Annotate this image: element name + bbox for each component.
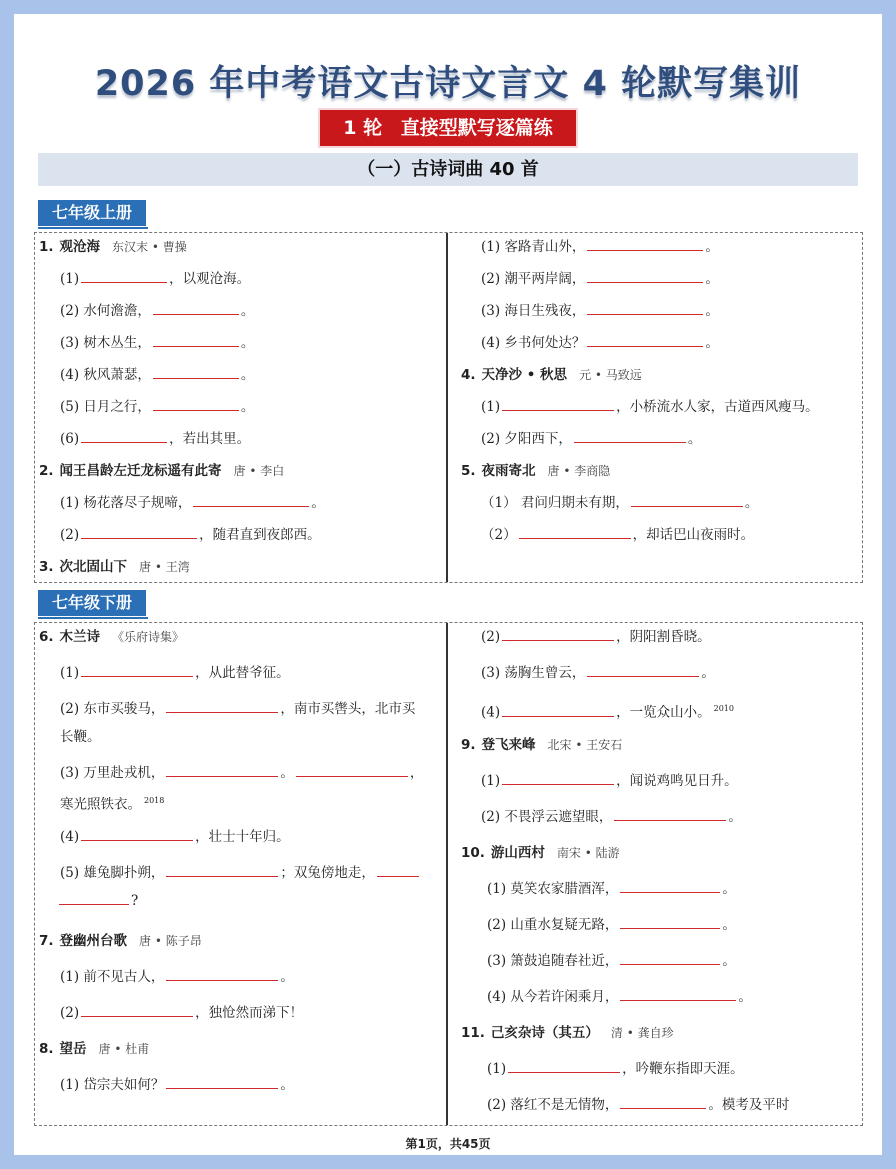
answer-blank[interactable]: [153, 398, 239, 411]
line-text: 。: [280, 765, 294, 781]
question-line: [60, 270, 250, 288]
line-text: (1) 杨花落尽子规啼，: [60, 495, 192, 511]
question-line-continued: [60, 728, 101, 746]
line-text: 。: [722, 881, 736, 897]
question-line: [481, 664, 715, 682]
answer-blank[interactable]: [81, 430, 167, 443]
line-text: (4) 秋风萧瑟，: [60, 367, 151, 383]
line-text: 。: [705, 271, 719, 287]
poem-number: 6.: [39, 629, 54, 645]
grade-7a-box: [34, 232, 863, 583]
answer-blank[interactable]: [81, 526, 197, 539]
line-text: (1) 客路青山外，: [481, 239, 586, 255]
line-text: (1) 莫笑农家腊酒浑，: [487, 881, 619, 897]
question-line: [60, 366, 254, 384]
line-text: (4) 乡书何处达？: [481, 335, 586, 351]
line-text: ，: [409, 765, 424, 781]
grade-7b-box: [34, 622, 863, 1126]
line-text: 。: [240, 367, 255, 383]
line-text: (4): [481, 704, 501, 721]
line-text: (1) 岱宗夫如何？: [60, 1077, 165, 1093]
line-text: ，壮士十年归。: [195, 829, 290, 845]
line-text: ，一览众山小。: [616, 704, 711, 721]
line-text: ，独怆然而涕下！: [195, 1005, 304, 1021]
answer-blank[interactable]: [502, 398, 614, 411]
question-line: [487, 988, 752, 1006]
answer-blank[interactable]: [153, 302, 239, 315]
answer-blank[interactable]: [166, 1076, 278, 1089]
question-line: [60, 764, 423, 782]
line-text: ，吟鞭东指即天涯。: [622, 1061, 744, 1077]
question-line: [60, 828, 290, 846]
line-text: ，南市买辔头，北市买: [280, 701, 416, 717]
answer-blank[interactable]: [631, 494, 743, 507]
poem-heading: [39, 932, 202, 950]
line-text: (2) 落红不是无情物，: [487, 1097, 619, 1113]
page-footer: 第1页，共45页: [405, 1137, 491, 1151]
poem-author: 《乐府诗集》: [112, 630, 185, 644]
line-text: ；双兔傍地走，: [280, 865, 375, 881]
poem-number: 10.: [461, 845, 485, 861]
poem-number: 7.: [39, 933, 54, 949]
poem-title: 夜雨寄北: [481, 463, 536, 479]
round-number: 1 轮: [343, 117, 383, 139]
line-text: 寒光照铁衣。: [60, 796, 141, 813]
answer-blank[interactable]: [502, 628, 614, 641]
question-line-continued: [57, 892, 138, 910]
line-text: (3) 万里赴戎机，: [60, 765, 165, 781]
answer-blank[interactable]: [296, 764, 408, 777]
poem-heading: [39, 238, 187, 256]
poem-title: 闻王昌龄左迁龙标遥有此寄: [59, 463, 222, 479]
line-text: 。: [722, 917, 736, 933]
line-text: ，从此替爷征。: [195, 665, 290, 681]
question-line: [481, 302, 719, 320]
question-line: [487, 1096, 789, 1114]
poem-author: 东汉末 • 曹操: [112, 240, 187, 254]
line-text: (3) 海日生残夜，: [481, 303, 586, 319]
answer-blank[interactable]: [574, 430, 686, 443]
answer-blank[interactable]: [502, 704, 614, 717]
answer-blank[interactable]: [502, 772, 614, 785]
answer-blank[interactable]: [587, 664, 699, 677]
line-text: (3) 荡胸生曾云，: [481, 665, 586, 681]
answer-blank[interactable]: [81, 270, 167, 283]
line-text: 。: [280, 1077, 294, 1093]
poem-number: 5.: [461, 463, 476, 479]
poem-author: 北宋 • 王安石: [547, 738, 623, 752]
poem-title: 登幽州台歌: [59, 933, 128, 949]
poem-heading: [461, 844, 620, 862]
answer-blank[interactable]: [81, 664, 193, 677]
line-text: (3) 树木丛生，: [60, 335, 151, 351]
poem-number: 4.: [461, 367, 476, 383]
section-heading: （一）古诗词曲 40 首: [38, 153, 858, 186]
line-text: （1） 君问归期未有期，: [481, 495, 629, 511]
line-text: 。: [240, 303, 255, 319]
poem-number: 9.: [461, 737, 476, 753]
answer-blank[interactable]: [620, 988, 736, 1001]
question-line: [487, 916, 736, 934]
column-divider: [446, 233, 448, 582]
answer-blank[interactable]: [166, 700, 278, 713]
line-text: ，随君直到夜郎西。: [199, 527, 321, 543]
answer-blank[interactable]: [620, 916, 720, 929]
question-line: [60, 700, 415, 718]
exam-year-note: 2010: [713, 704, 734, 713]
line-text: 长鞭。: [60, 729, 101, 745]
line-text: ，却话巴山夜雨时。: [632, 527, 755, 543]
question-line: [481, 334, 719, 352]
question-line: [481, 430, 701, 448]
line-text: (1) 前不见古人，: [60, 969, 165, 985]
question-line: [481, 270, 719, 288]
answer-blank[interactable]: [59, 892, 129, 905]
poem-heading: [461, 1024, 674, 1042]
poem-heading: [461, 366, 642, 384]
line-text: (2) 水何澹澹，: [60, 303, 151, 319]
line-text: 。: [705, 303, 719, 319]
grade-label-7b: 七年级下册: [38, 590, 146, 616]
answer-blank[interactable]: [166, 864, 278, 877]
poem-title: 游山西村: [490, 845, 545, 861]
question-line: [60, 664, 290, 682]
poem-author: 清 • 龚自珍: [610, 1026, 674, 1040]
question-line: [481, 808, 742, 826]
grade-label-7a: 七年级上册: [38, 200, 146, 226]
line-text: 。: [701, 665, 715, 681]
answer-blank[interactable]: [614, 808, 726, 821]
line-text: ，阴阳割昏晓。: [616, 629, 711, 645]
line-text: 。: [687, 431, 702, 447]
poem-author: 唐 • 杜甫: [98, 1042, 150, 1056]
page-title: 2026 年中考语文古诗文言文 4 轮默写集训: [94, 64, 802, 104]
question-line: [481, 772, 738, 790]
line-text: ，以观沧海。: [169, 271, 251, 287]
poem-title: 次北固山下: [59, 559, 128, 575]
line-text: 。: [311, 495, 325, 511]
poem-number: 2.: [39, 463, 54, 479]
line-text: (2) 夕阳西下，: [481, 431, 572, 447]
line-text: (6): [60, 431, 80, 447]
answer-blank[interactable]: [81, 1004, 193, 1017]
poem-author: 元 • 马致远: [579, 368, 642, 382]
answer-blank[interactable]: [81, 828, 193, 841]
question-line: [60, 968, 294, 986]
poem-number: 1.: [39, 239, 54, 255]
answer-blank[interactable]: [508, 1060, 620, 1073]
line-text: (2): [60, 527, 80, 543]
line-text: 。: [744, 495, 759, 511]
line-text: (1): [481, 399, 501, 415]
question-line: [487, 952, 736, 970]
question-line: [481, 494, 758, 512]
question-line: [60, 302, 254, 320]
answer-blank[interactable]: [519, 526, 631, 539]
line-text: (2) 潮平两岸阔，: [481, 271, 586, 287]
question-line-continued: [60, 792, 164, 814]
question-line: [60, 526, 321, 544]
line-text: 。: [240, 335, 255, 351]
question-line: [60, 494, 325, 512]
line-text: 。: [240, 399, 255, 415]
question-line: [481, 526, 754, 544]
answer-blank[interactable]: [153, 334, 239, 347]
poem-number: 11.: [461, 1025, 485, 1041]
line-text: (5) 雄兔脚扑朔，: [60, 865, 165, 881]
line-text: (2) 山重水复疑无路，: [487, 917, 619, 933]
poem-heading: [39, 1040, 149, 1058]
poem-title: 己亥杂诗（其五）: [490, 1025, 599, 1041]
question-line: [481, 238, 719, 256]
line-text: (1): [60, 665, 80, 681]
answer-blank[interactable]: [587, 270, 703, 283]
line-text: (2): [481, 629, 501, 645]
line-text: (4) 从今若许闲乘月，: [487, 989, 619, 1005]
answer-blank[interactable]: [166, 968, 278, 981]
poem-number: 8.: [39, 1041, 54, 1057]
question-line: [481, 398, 819, 416]
poem-author: 南宋 • 陆游: [556, 846, 620, 860]
answer-blank[interactable]: [166, 764, 278, 777]
answer-blank[interactable]: [620, 880, 720, 893]
question-line: [481, 700, 734, 722]
answer-blank[interactable]: [377, 864, 419, 877]
line-text: 。: [705, 335, 719, 351]
line-text: (4): [60, 829, 80, 845]
poem-heading: [39, 558, 190, 576]
question-line: [60, 864, 421, 882]
poem-title: 木兰诗: [59, 629, 101, 645]
question-line: [60, 430, 250, 448]
question-line: [60, 1004, 303, 1022]
question-line: [487, 1060, 744, 1078]
line-text: 。模考及平时: [708, 1097, 790, 1113]
poem-heading: [461, 736, 622, 754]
question-line: [487, 880, 736, 898]
question-line: [60, 398, 254, 416]
line-text: 。: [728, 809, 742, 825]
line-text: (5) 日月之行，: [60, 399, 151, 415]
poem-author: 唐 • 李商隐: [547, 464, 611, 478]
exam-year-note: 2018: [144, 796, 165, 805]
line-text: (1): [487, 1061, 507, 1077]
round-name: 直接型默写逐篇练: [400, 117, 553, 139]
poem-author: 唐 • 李白: [233, 464, 285, 478]
column-divider: [446, 623, 448, 1125]
line-text: 。: [280, 969, 294, 985]
line-text: (2): [60, 1005, 80, 1021]
line-text: (1): [481, 773, 501, 789]
line-text: 。: [705, 239, 719, 255]
poem-heading: [39, 462, 284, 480]
poem-title: 天净沙 • 秋思: [481, 367, 568, 383]
question-line: [60, 1076, 294, 1094]
poem-heading: [461, 462, 610, 480]
question-line: [481, 628, 711, 646]
line-text: 。: [722, 953, 736, 969]
poem-author: 唐 • 陈子昂: [139, 934, 202, 948]
line-text: ，小桥流水人家，古道西风瘦马。: [616, 399, 819, 415]
round-badge: [320, 110, 576, 146]
poem-title: 登飞来峰: [481, 737, 536, 753]
worksheet-page: [14, 14, 882, 1155]
line-text: ，若出其里。: [169, 431, 251, 447]
line-text: (1): [60, 271, 80, 287]
answer-blank[interactable]: [587, 334, 703, 347]
answer-blank[interactable]: [620, 1096, 706, 1109]
line-text: (2) 不畏浮云遮望眼，: [481, 809, 613, 825]
line-text: ?: [131, 893, 139, 909]
answer-blank[interactable]: [620, 952, 720, 965]
poem-title: 观沧海: [59, 239, 101, 255]
answer-blank[interactable]: [587, 302, 703, 315]
line-text: ，闻说鸡鸣见日升。: [616, 773, 738, 789]
answer-blank[interactable]: [153, 366, 239, 379]
poem-number: 3.: [39, 559, 54, 575]
line-text: （2）: [481, 527, 517, 543]
answer-blank[interactable]: [587, 238, 703, 251]
line-text: 。: [738, 989, 752, 1005]
poem-author: 唐 • 王湾: [139, 560, 190, 574]
answer-blank[interactable]: [193, 494, 309, 507]
question-line: [60, 334, 254, 352]
line-text: (3) 箫鼓追随春社近，: [487, 953, 619, 969]
line-text: (2) 东市买骏马，: [60, 701, 165, 717]
poem-title: 望岳: [59, 1041, 87, 1057]
poem-heading: [39, 628, 184, 646]
